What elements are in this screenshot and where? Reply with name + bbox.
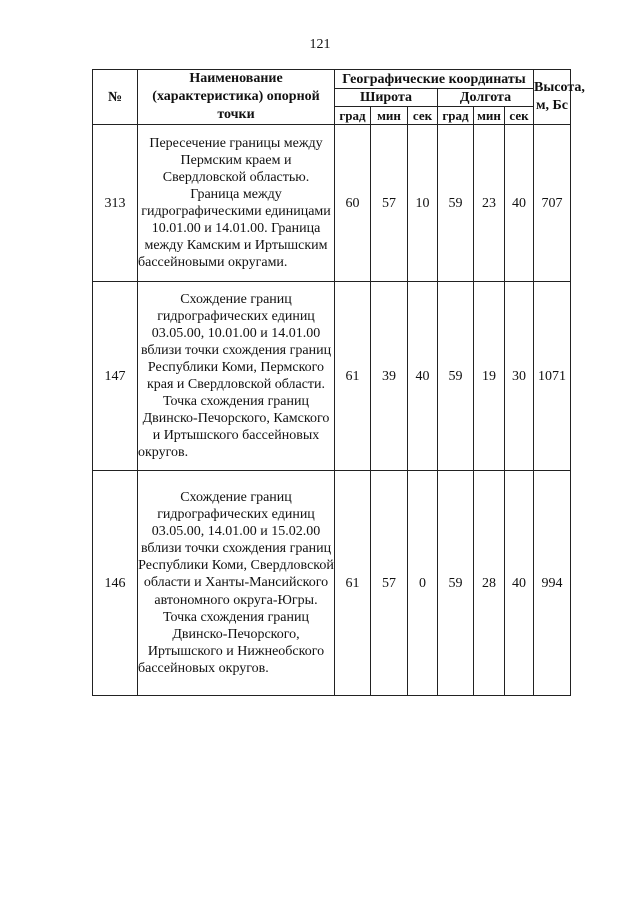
lon-sec: 30 bbox=[505, 282, 534, 471]
row-number: 313 bbox=[93, 125, 138, 282]
header-lon-sec: сек bbox=[505, 107, 534, 125]
lon-sec: 40 bbox=[505, 471, 534, 696]
lon-deg: 59 bbox=[438, 125, 474, 282]
header-height: Высота, м, Бс bbox=[534, 70, 571, 125]
height-value: 707 bbox=[534, 125, 571, 282]
lon-deg: 59 bbox=[438, 471, 474, 696]
row-description: Схождение границ гидрографических единиц 03.05.00, 10.01.00 и 14.01.00 вблизи точки схождения границ Республики Коми, Пермского края и Свердловской области. Точка схождения границ Двинско-Печорского, Камского и Иртышского бассейновых округов. bbox=[138, 282, 335, 471]
table-row bbox=[93, 282, 571, 471]
row-description: Схождение границ гидрографических единиц 03.05.00, 14.01.00 и 15.02.00 вблизи точки схождения границ Республики Коми, Свердловской области и Ханты-Мансийского автономного округа-Югры. Точка схождения границ Двинско-Печорского, Иртышского и Нижнеобского бассейновых округов. bbox=[138, 471, 335, 696]
lat-min: 39 bbox=[371, 282, 408, 471]
lat-min: 57 bbox=[371, 125, 408, 282]
lat-deg: 61 bbox=[335, 282, 371, 471]
lon-min: 28 bbox=[474, 471, 505, 696]
lon-sec: 40 bbox=[505, 125, 534, 282]
row-number: 147 bbox=[93, 282, 138, 471]
header-number: № bbox=[93, 70, 138, 125]
header-lat-min: мин bbox=[371, 107, 408, 125]
lat-sec: 0 bbox=[408, 471, 438, 696]
lat-deg: 61 bbox=[335, 471, 371, 696]
height-value: 994 bbox=[534, 471, 571, 696]
header-geo-coordinates: Географические координаты bbox=[335, 70, 534, 89]
table-row bbox=[93, 471, 571, 696]
lon-min: 19 bbox=[474, 282, 505, 471]
header-lon-min: мин bbox=[474, 107, 505, 125]
table-row bbox=[93, 125, 571, 282]
lat-sec: 10 bbox=[408, 125, 438, 282]
header-longitude: Долгота bbox=[438, 89, 534, 107]
row-number: 146 bbox=[93, 471, 138, 696]
lat-deg: 60 bbox=[335, 125, 371, 282]
header-lat-sec: сек bbox=[408, 107, 438, 125]
page-number: 121 bbox=[309, 37, 331, 52]
height-value: 1071 bbox=[534, 282, 571, 471]
lon-min: 23 bbox=[474, 125, 505, 282]
lat-min: 57 bbox=[371, 471, 408, 696]
row-description: Пересечение границы между Пермским краем и Свердловской областью. Граница между гидрографическими единицами 10.01.00 и 14.01.00. Граница между Камским и Иртышским бассейновыми округами. bbox=[138, 125, 335, 282]
header-name: Наименование (характеристика) опорной точки bbox=[138, 70, 335, 125]
lon-deg: 59 bbox=[438, 282, 474, 471]
header-latitude: Широта bbox=[335, 89, 438, 107]
coordinates-table bbox=[92, 69, 585, 696]
header-lon-deg: град bbox=[438, 107, 474, 125]
lat-sec: 40 bbox=[408, 282, 438, 471]
header-lat-deg: град bbox=[335, 107, 371, 125]
